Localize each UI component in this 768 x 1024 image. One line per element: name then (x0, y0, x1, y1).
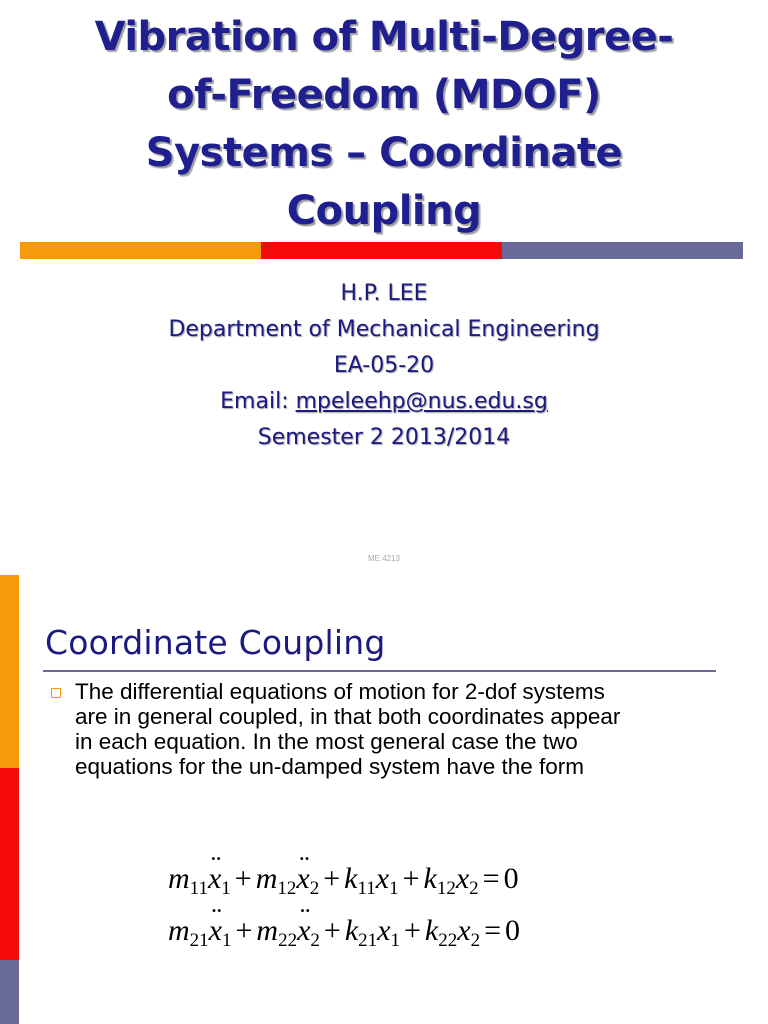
office-room: EA-05-20 (333, 353, 435, 378)
subscript: 22 (438, 930, 458, 951)
stripe-purple (502, 242, 743, 259)
subscript: 12 (277, 878, 297, 899)
slide-title (20, 8, 748, 240)
course-code-footer: ME 4213 (367, 554, 401, 563)
sidebar-orange (0, 575, 19, 768)
title-line: Vibration of Multi-Degree- (94, 14, 674, 60)
stripe-red (261, 242, 502, 259)
email-link[interactable]: mpeleehp@nus.edu.sg (295, 389, 548, 414)
email-label: Email: (220, 389, 296, 414)
title-line: Systems – Coordinate (145, 130, 623, 176)
email-line (20, 384, 748, 420)
equation-2: $m_{21}¨$ $x_1$ + $m_{22}¨$ $x_2 + k_{21}x_1 + k_{22}x_2 = 0$ (168, 905, 520, 957)
sidebar-red (0, 768, 19, 960)
title-line: Coupling (286, 188, 482, 234)
department: Department of Mechanical Engineering (168, 317, 600, 342)
square-bullet-icon (51, 688, 61, 698)
content-slide (0, 575, 768, 1024)
subscript: 21 (189, 930, 209, 951)
title-line: of-Freedom (MDOF) (167, 72, 601, 118)
stripe-orange (20, 242, 261, 259)
slide-heading: Coordinate Coupling (45, 623, 386, 662)
color-stripe-divider (20, 242, 743, 259)
subscript: 12 (436, 878, 456, 899)
equation-rhs: 0 (503, 862, 519, 895)
equation-1: $m_{11}¨$ $x_1$ + $m_{12}¨$ $x_2 + k_{11}x_1 + k_{12}x_2 = 0$ (168, 853, 520, 905)
equations-block (168, 853, 520, 957)
heading-rule (43, 670, 716, 672)
subscript: 11 (189, 878, 208, 899)
subscript: 22 (278, 930, 298, 951)
bullet-item (47, 679, 737, 779)
sidebar-purple (0, 960, 19, 1024)
author-name: H.P. LEE (340, 281, 428, 306)
equation-rhs: 0 (505, 914, 520, 947)
subscript: 21 (358, 930, 378, 951)
subscript: 11 (357, 878, 376, 899)
color-sidebar (0, 575, 19, 1024)
author-info (20, 276, 748, 456)
bullet-text: The differential equations of motion for 2-dof systems are in general coupled, in that both coordinates appear in each equation. In the most general case the two equations for the un-damped system have the form (75, 679, 621, 779)
semester: Semester 2 2013/2014 (257, 425, 511, 450)
